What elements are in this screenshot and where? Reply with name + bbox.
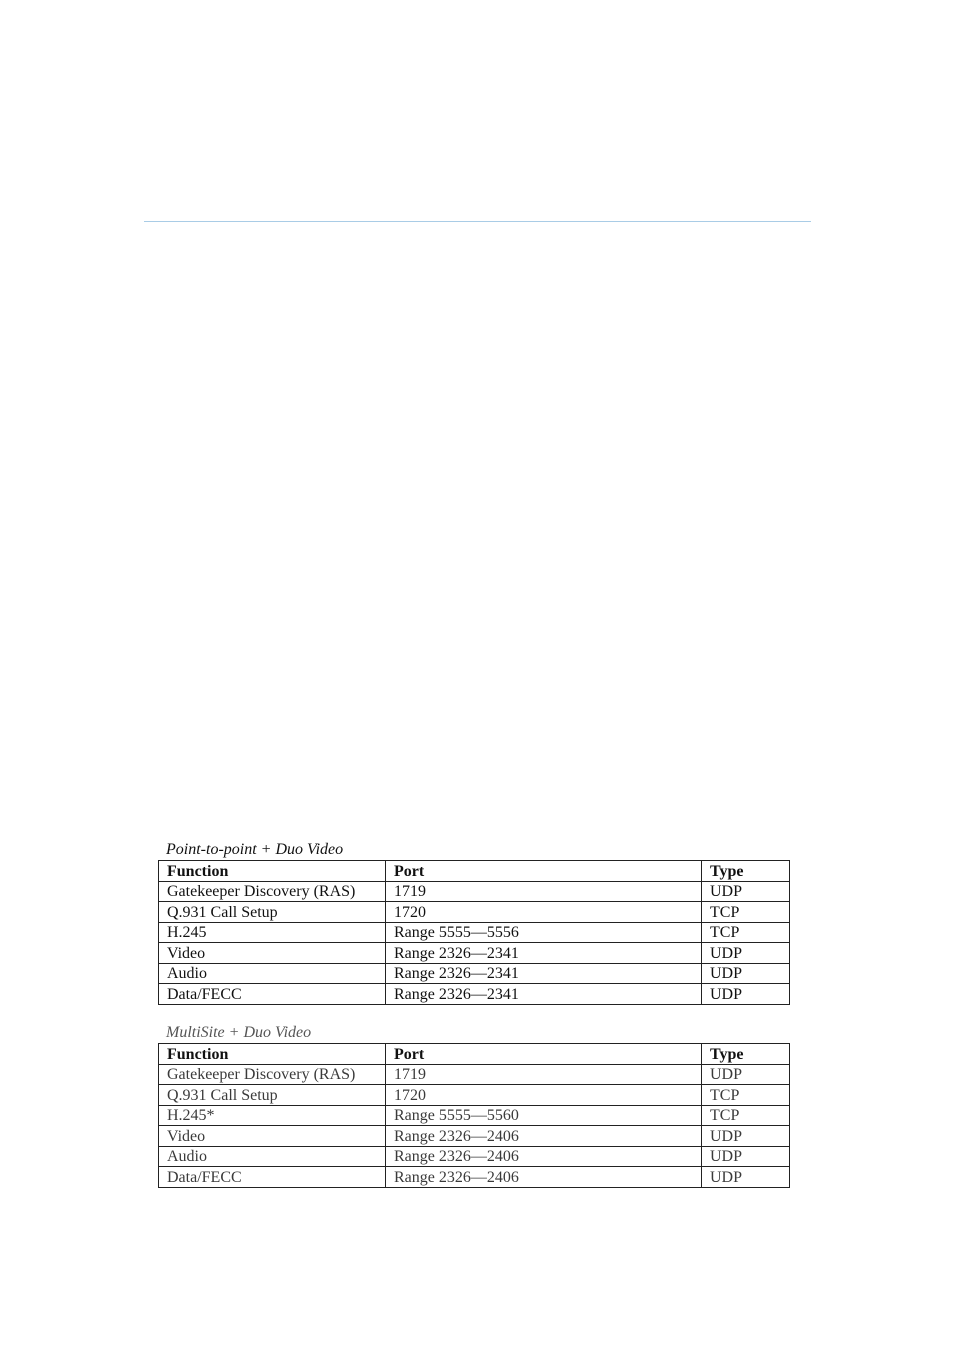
type-cell: UDP	[702, 1167, 790, 1188]
column-header-type: Type	[702, 861, 790, 882]
port-cell: Range 2326—2406	[386, 1126, 702, 1147]
port-cell: 1719	[386, 1064, 702, 1085]
port-cell: 1720	[386, 902, 702, 923]
table-row	[159, 1064, 790, 1085]
port-cell: Range 2326—2406	[386, 1167, 702, 1188]
type-cell: UDP	[702, 1126, 790, 1147]
type-cell: UDP	[702, 984, 790, 1005]
table-row	[159, 963, 790, 984]
port-cell: Range 2326—2406	[386, 1146, 702, 1167]
type-cell: UDP	[702, 881, 790, 902]
table-row	[159, 1167, 790, 1188]
column-header-function: Function	[159, 1044, 386, 1065]
table-row	[159, 922, 790, 943]
type-cell: TCP	[702, 902, 790, 923]
function-cell: Video	[159, 1126, 386, 1147]
point-to-point-ports-block	[158, 840, 789, 1005]
function-cell: Audio	[159, 1146, 386, 1167]
function-cell: H.245	[159, 922, 386, 943]
function-cell: Data/FECC	[159, 1167, 386, 1188]
type-cell: UDP	[702, 943, 790, 964]
column-header-type: Type	[702, 1044, 790, 1065]
port-cell: Range 5555—5560	[386, 1105, 702, 1126]
type-cell: TCP	[702, 1085, 790, 1106]
table-caption: Point-to-point + Duo Video	[166, 841, 344, 858]
function-cell: Gatekeeper Discovery (RAS)	[159, 881, 386, 902]
table-row	[159, 1126, 790, 1147]
table-caption: MultiSite + Duo Video	[166, 1024, 312, 1041]
port-cell: Range 2326—2341	[386, 943, 702, 964]
type-cell: TCP	[702, 922, 790, 943]
port-cell: Range 2326—2341	[386, 984, 702, 1005]
function-cell: Data/FECC	[159, 984, 386, 1005]
function-cell: Q.931 Call Setup	[159, 902, 386, 923]
port-cell: Range 5555—5556	[386, 922, 702, 943]
function-cell: Gatekeeper Discovery (RAS)	[159, 1064, 386, 1085]
table-header-row	[159, 861, 790, 882]
port-cell: 1720	[386, 1085, 702, 1106]
type-cell: UDP	[702, 963, 790, 984]
multisite-ports-block	[158, 1023, 789, 1188]
table-row	[159, 881, 790, 902]
table-row	[159, 1146, 790, 1167]
function-cell: Q.931 Call Setup	[159, 1085, 386, 1106]
port-cell: Range 2326—2341	[386, 963, 702, 984]
multisite-ports-table	[158, 1043, 790, 1188]
point-to-point-ports-table	[158, 860, 790, 1005]
table-row	[159, 943, 790, 964]
function-cell: H.245*	[159, 1105, 386, 1126]
table-row	[159, 984, 790, 1005]
table-row	[159, 1085, 790, 1106]
function-cell: Video	[159, 943, 386, 964]
type-cell: UDP	[702, 1064, 790, 1085]
port-cell: 1719	[386, 881, 702, 902]
table-row	[159, 902, 790, 923]
function-cell: Audio	[159, 963, 386, 984]
table-row	[159, 1105, 790, 1126]
column-header-port: Port	[386, 1044, 702, 1065]
column-header-function: Function	[159, 861, 386, 882]
header-divider	[144, 221, 811, 222]
column-header-port: Port	[386, 861, 702, 882]
type-cell: TCP	[702, 1105, 790, 1126]
table-header-row	[159, 1044, 790, 1065]
type-cell: UDP	[702, 1146, 790, 1167]
